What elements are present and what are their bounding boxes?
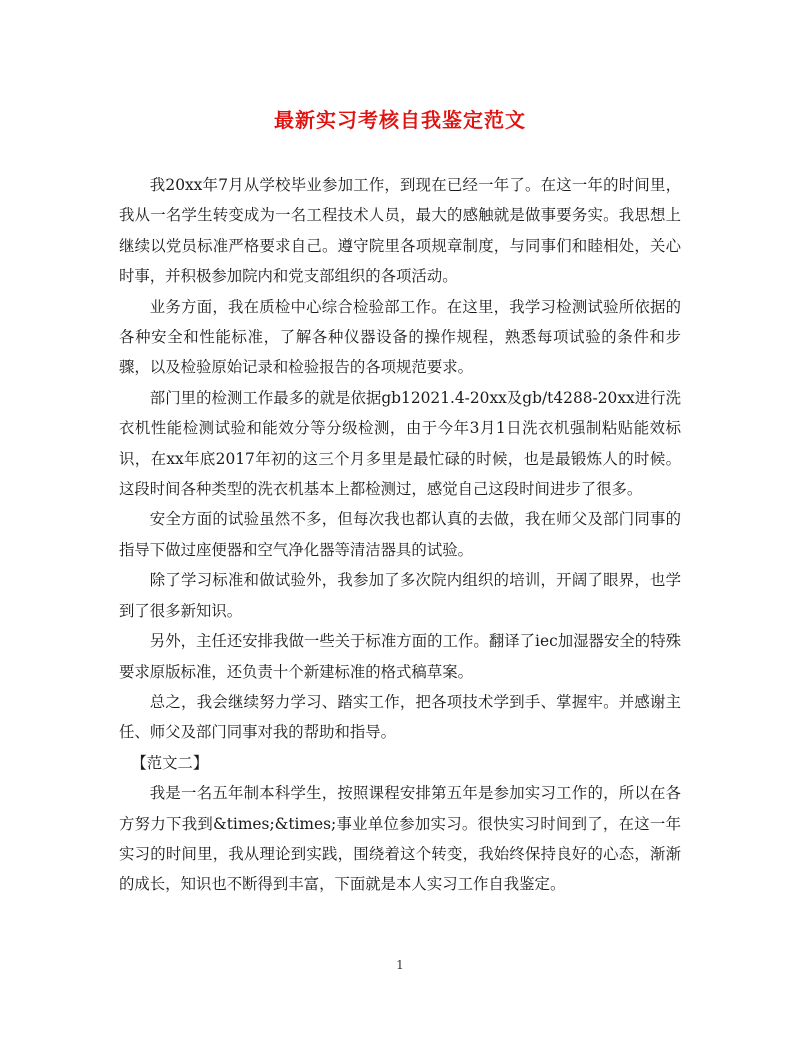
paragraph-intro: 我20xx年7月从学校毕业参加工作，到现在已经一年了。在这一年的时间里，我从一名学生转变成为一名工程技术人员，最大的感触就是做事要务实。我思想上继续以党员标准严格要求自己。遵守院里各项规章制度，与同事们和睦相处，关心时事，并积极参加院内和党支部组织的各项活动。 [119, 176, 681, 286]
paragraph-training: 除了学习标准和做试验外，我参加了多次院内组织的培训，开阔了眼界，也学到了很多新知识。 [119, 571, 681, 620]
paragraph-business: 业务方面，我在质检中心综合检验部工作。在这里，我学习检测试验所依据的各种安全和性能标准，了解各种仪器设备的操作规程，熟悉每项试验的条件和步骤，以及检验原始记录和检验报告的各项规范要求。 [119, 297, 681, 377]
paragraph-standards: 另外，主任还安排我做一些关于标准方面的工作。翻译了iec加湿器安全的特殊要求原版标准，还负责十个新建标准的格式稿草案。 [119, 632, 681, 681]
section-heading: 【范文二】 [131, 753, 209, 772]
paragraph-example-two: 我是一名五年制本科学生，按照课程安排第五年是参加实习工作的，所以在各方努力下我到&times;&times;事业单位参加实习。很快实习时间到了，在这一年实习的时间里，我从理论到实践，围绕着这个转变，我始终保持良好的心态，渐渐的成长，知识也不断得到丰富，下面就是本人实习工作自我鉴定。 [119, 784, 681, 894]
paragraph-safety: 安全方面的试验虽然不多，但每次我也都认真的去做，我在师父及部门同事的指导下做过座便器和空气净化器等清洁器具的试验。 [119, 510, 681, 559]
document-body [119, 170, 681, 900]
page-title: 最新实习考核自我鉴定范文 [274, 108, 526, 132]
page-number: 1 [396, 958, 404, 972]
paragraph-testing-work: 部门里的检测工作最多的就是依据gb12021.4-20xx及gb/t4288-20xx进行洗衣机性能检测试验和能效分等分级检测，由于今年3月1日洗衣机强制粘贴能效标识，在xx年底2017年初的这三个月多里是最忙碌的时候，也是最锻炼人的时候。这段时间各种类型的洗衣机基本上都检测过，感觉自己这段时间进步了很多。 [119, 388, 681, 499]
paragraph-conclusion: 总之，我会继续努力学习、踏实工作，把各项技术学到手、掌握牢。并感谢主任、师父及部门同事对我的帮助和指导。 [119, 692, 681, 742]
